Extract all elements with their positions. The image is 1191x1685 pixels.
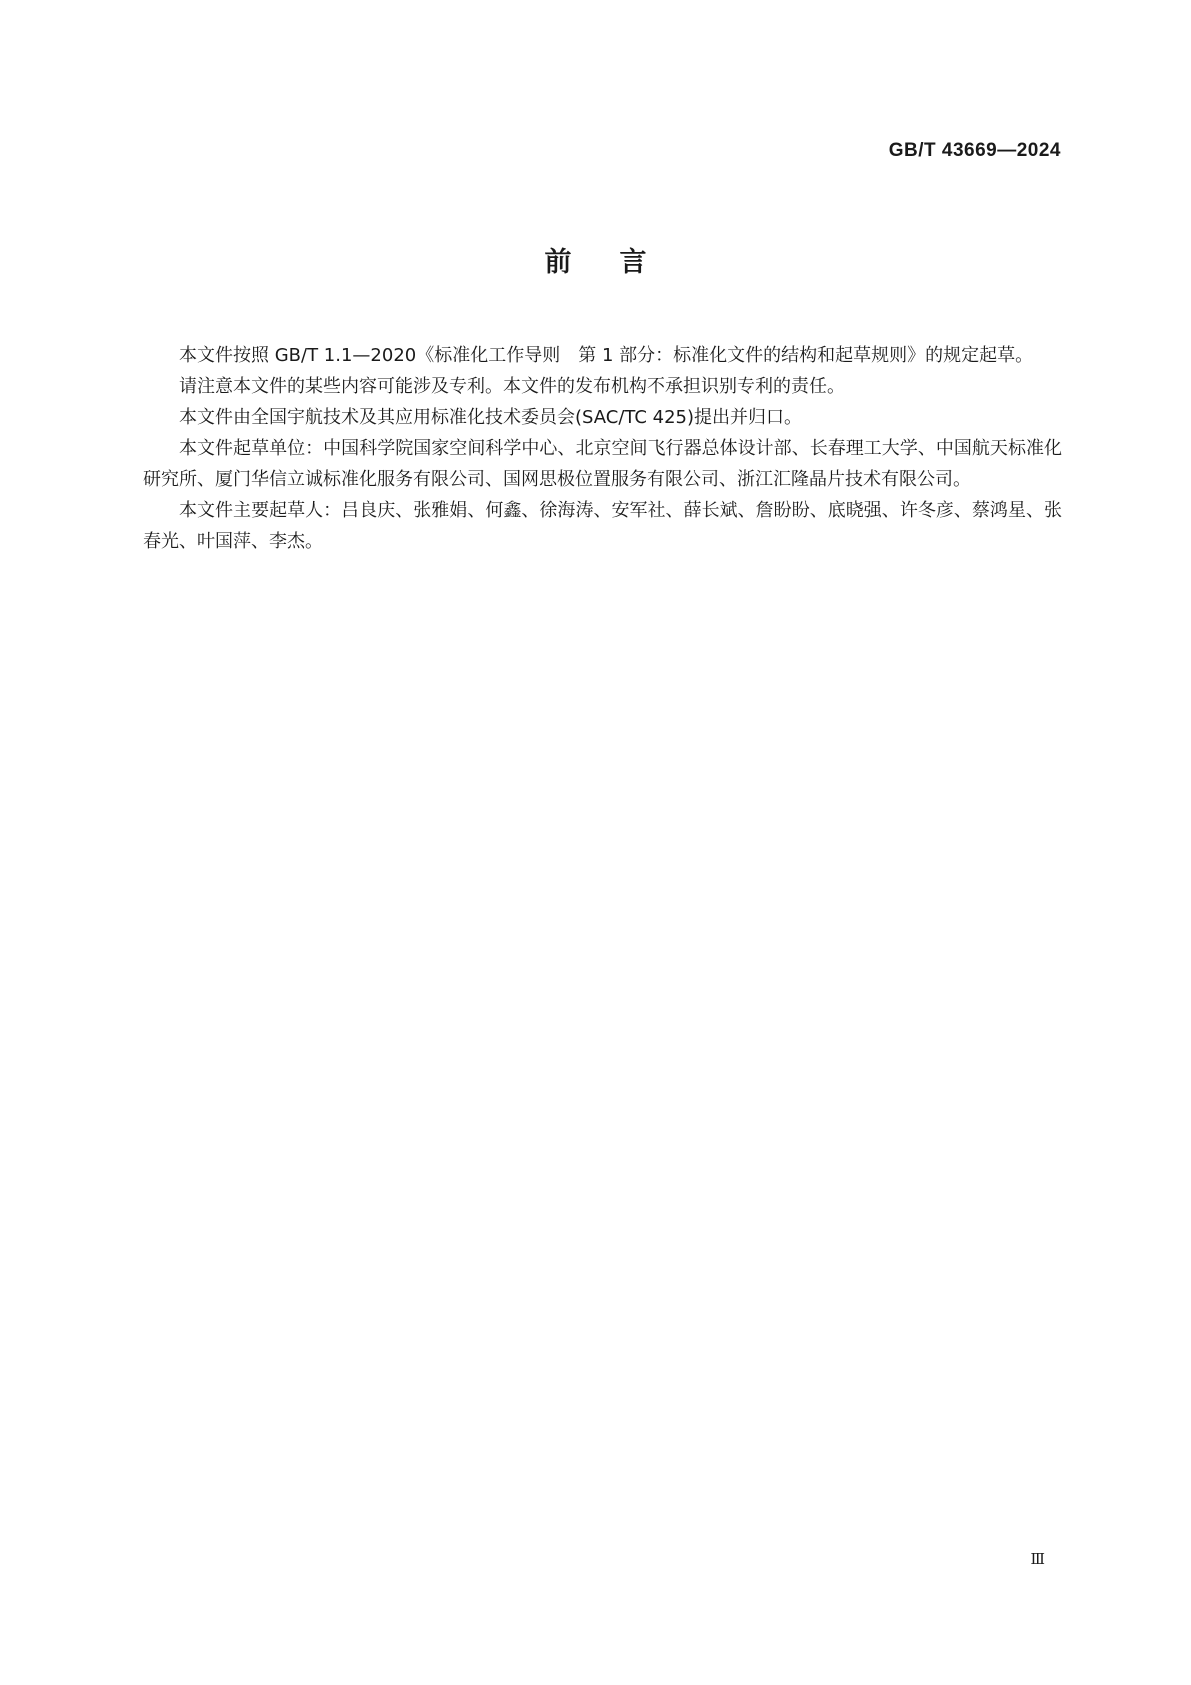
page-title: 前言	[544, 247, 695, 278]
paragraph-proposer: 本文件由全国宇航技术及其应用标准化技术委员会(SAC/TC 425)提出并归口。	[179, 407, 803, 428]
paragraph-drafting-rules: 本文件按照 GB/T 1.1—2020《标准化工作导则 第 1 部分：标准化文件的结构和起草规则》的规定起草。	[179, 345, 1034, 366]
document-code: GB/T 43669—2024	[888, 140, 1061, 161]
paragraph-drafters: 本文件主要起草人：吕良庆、张雅娟、何鑫、徐海涛、安军社、薛长斌、詹盼盼、底晓强、许冬彦、蔡鸿星、张春光、叶国萍、李杰。	[143, 500, 1062, 552]
foreword-body	[143, 340, 1062, 557]
paragraph-drafting-units: 本文件起草单位：中国科学院国家空间科学中心、北京空间飞行器总体设计部、长春理工大学、中国航天标准化研究所、厦门华信立诚标准化服务有限公司、国网思极位置服务有限公司、浙江汇隆晶片技术有限公司。	[143, 438, 1062, 490]
page-number: Ⅲ	[1030, 1550, 1045, 1568]
paragraph-patent-notice: 请注意本文件的某些内容可能涉及专利。本文件的发布机构不承担识别专利的责任。	[179, 376, 845, 397]
